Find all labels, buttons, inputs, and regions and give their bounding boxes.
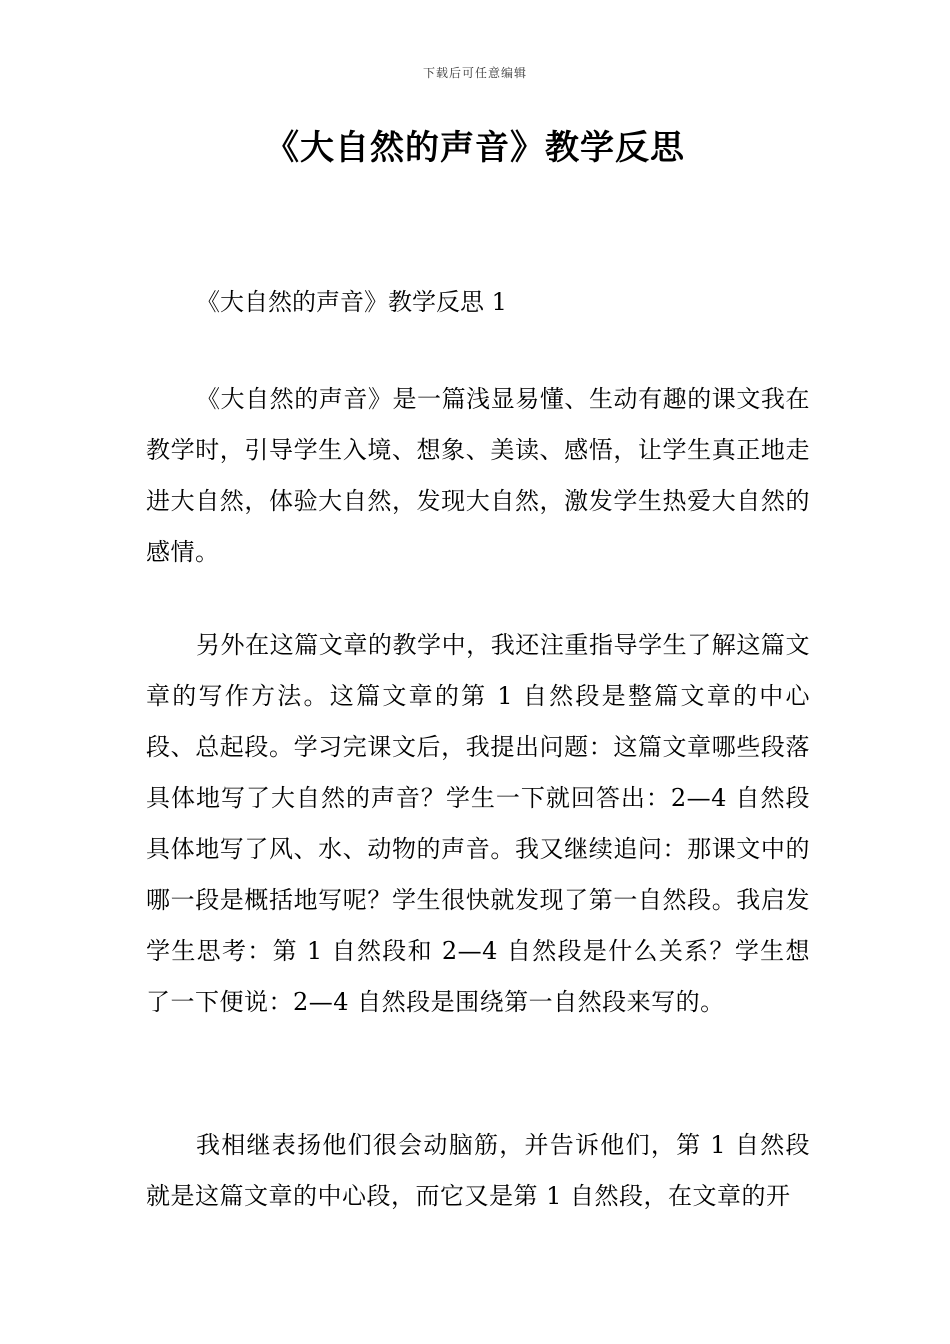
header-note: 下载后可任意编辑: [422, 66, 527, 80]
paragraph-1: 《大自然的声音》是一篇浅显易懂、生动有趣的课文我在教学时，引导学生入境、想象、美读、感悟，让学生真正地走进大自然，体验大自然，发现大自然，激发学生热爱大自然的感情。: [146, 385, 810, 566]
paragraph-2: 另外在这篇文章的教学中，我还注重指导学生了解这篇文章的写作方法。这篇文章的第 1 自然段是整篇文章的中心段、总起段。学习完课文后，我提出问题：这篇文章哪些段落具体地写了大自然的声音？学生一下就回答出：2—4 自然段具体地写了风、水、动物的声音。我又继续追问：那课文中的哪一段是概括地写呢？学生很快就发现了第一自然段。我启发学生思考：第 1 自然段和 2—4 自然段是什么关系？学生想了一下便说：2—4 自然段是围绕第一自然段来写的。: [146, 631, 810, 1016]
paragraph-3: 我相继表扬他们很会动脑筋，并告诉他们，第 1 自然段就是这篇文章的中心段，而它又是第 1 自然段，在文章的开: [146, 1131, 810, 1210]
section-heading: 《大自然的声音》教学反思 1: [196, 288, 507, 316]
document-title: 《大自然的声音》教学反思: [265, 128, 685, 168]
